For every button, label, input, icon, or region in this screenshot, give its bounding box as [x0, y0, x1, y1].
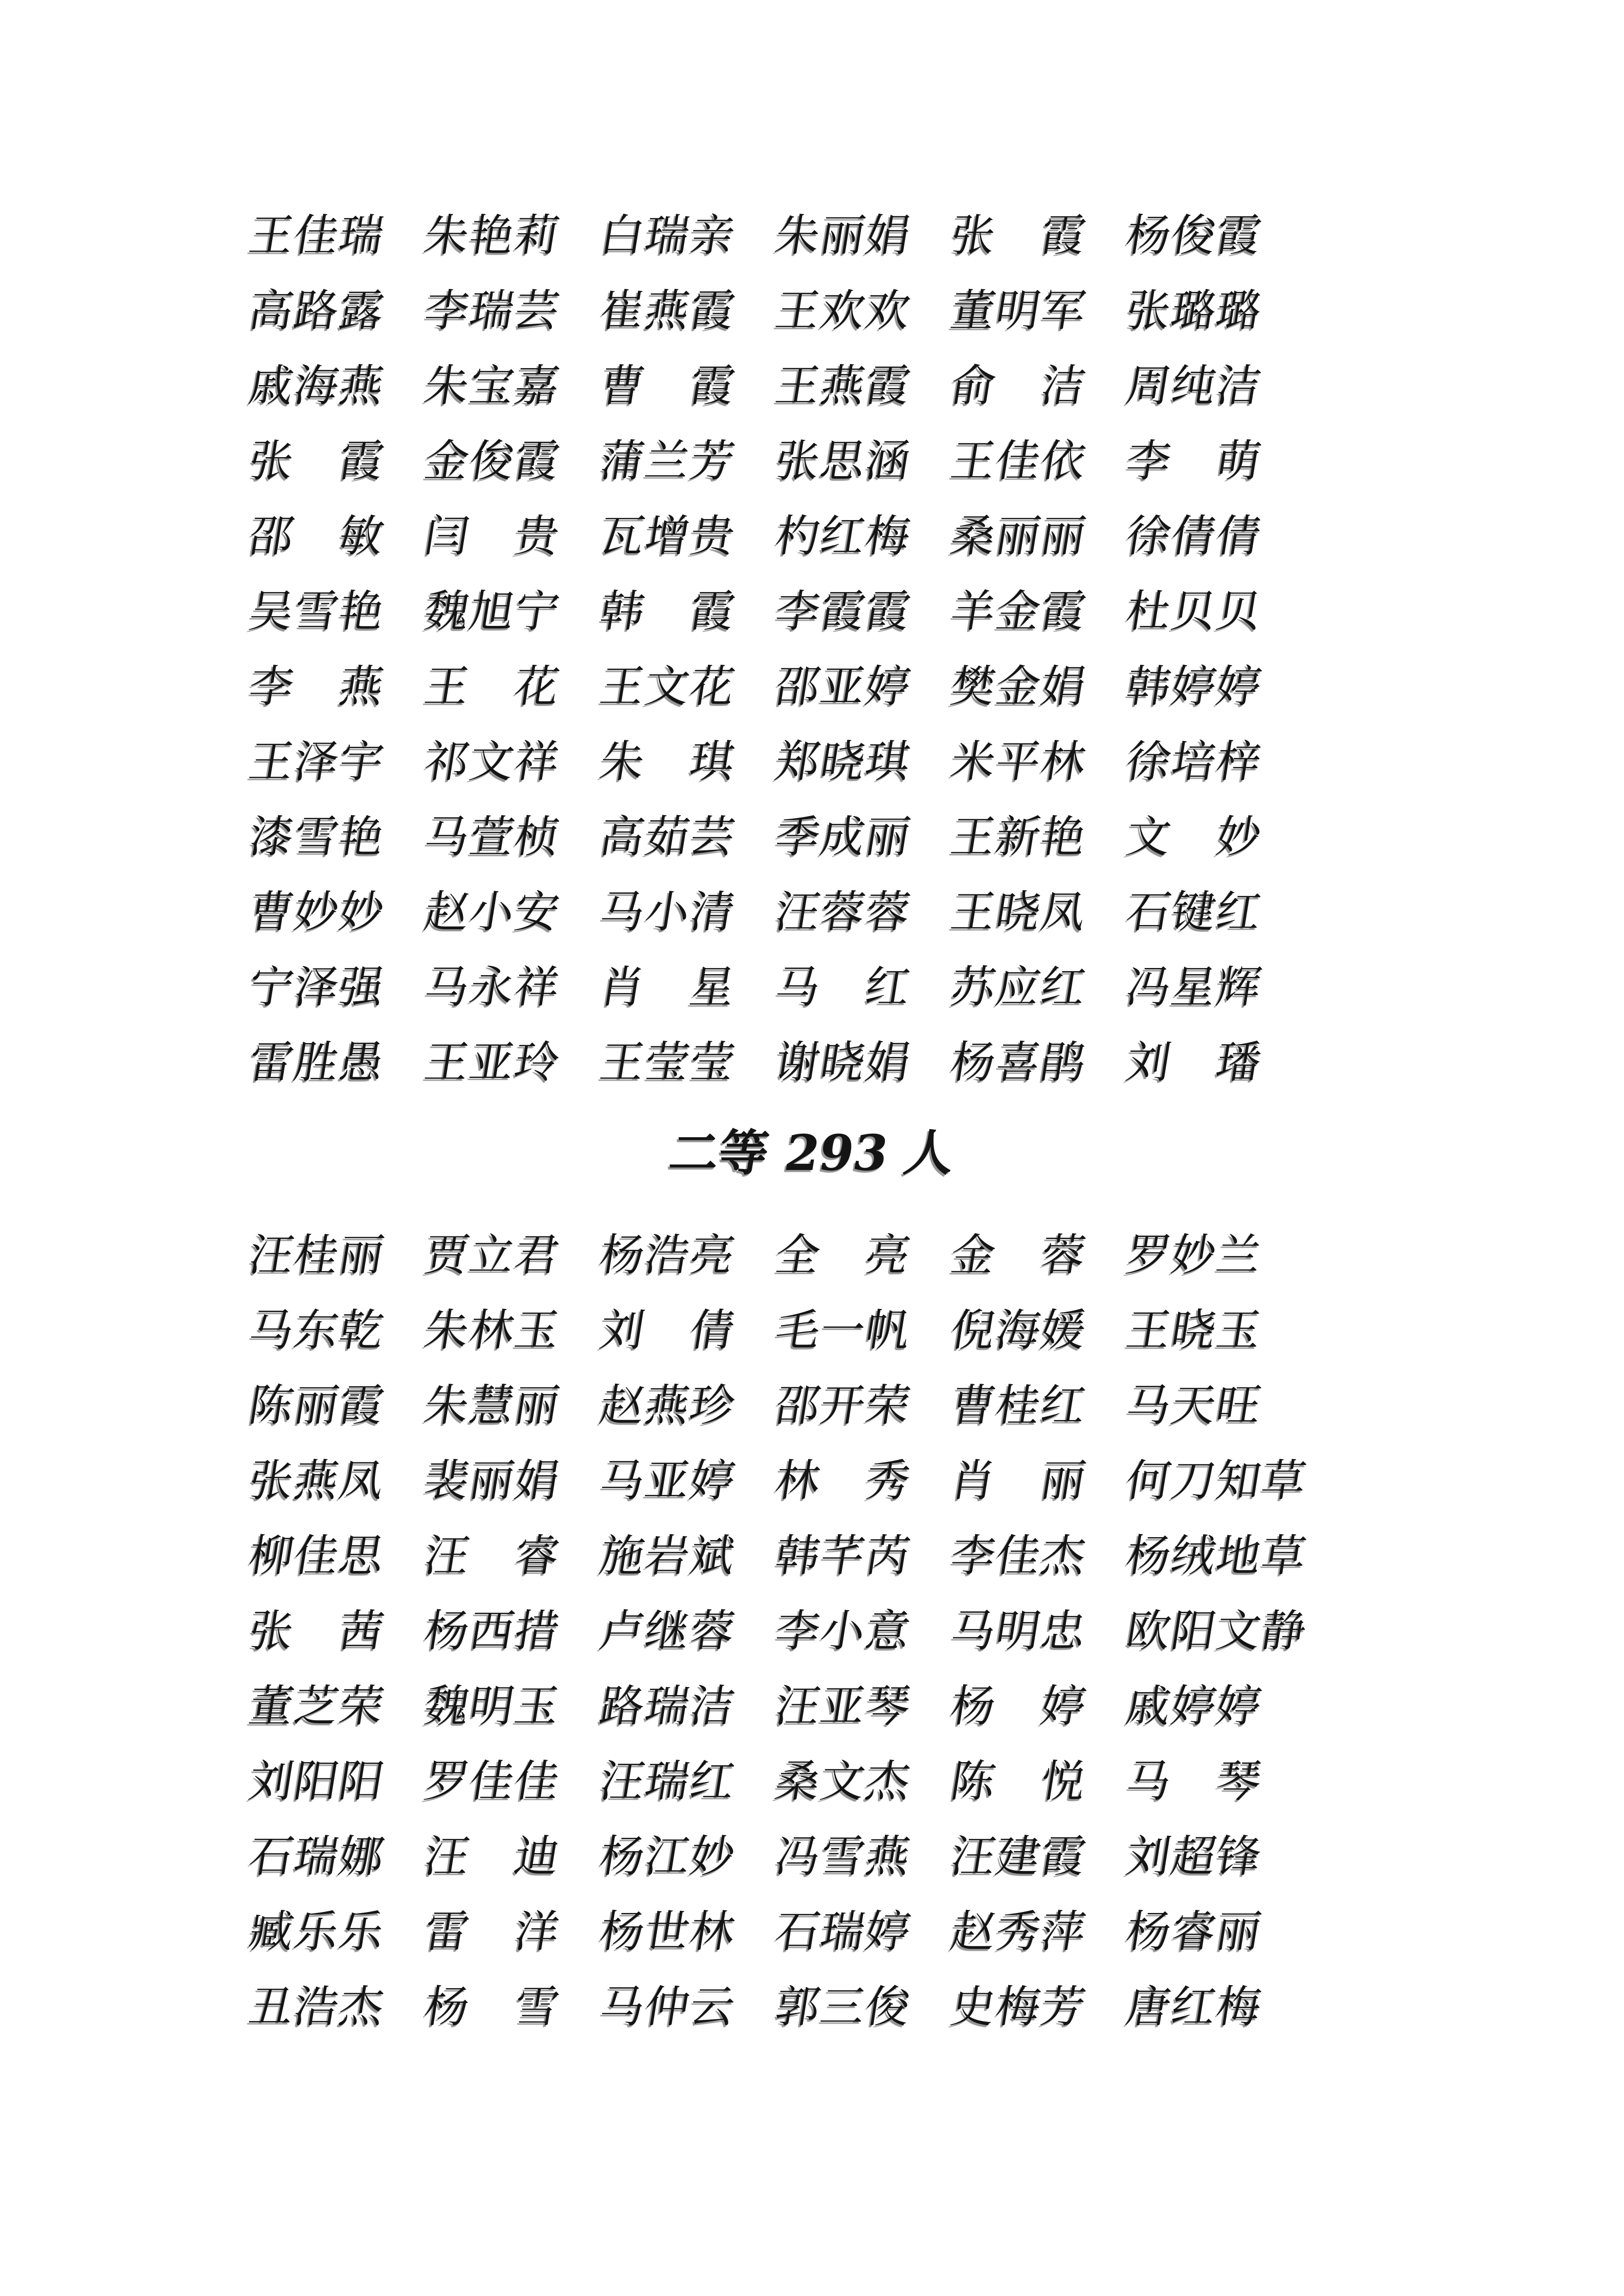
- person-name: 王佳瑞: [245, 210, 389, 261]
- person-name: 闫 贵: [420, 511, 564, 562]
- person-name: 周纯洁: [1122, 361, 1266, 412]
- person-name: 朱宝嘉: [420, 361, 564, 412]
- person-name: 韩 霞: [596, 586, 740, 637]
- person-name: 王燕霞: [771, 361, 915, 412]
- person-name: 杨 雪: [420, 1982, 564, 2033]
- person-name: 李瑞芸: [420, 285, 564, 336]
- person-name: 王亚玲: [420, 1037, 564, 1088]
- person-name: 李小意: [771, 1606, 915, 1657]
- person-name: 杨江妙: [596, 1831, 740, 1882]
- person-name: 樊金娟: [947, 661, 1091, 712]
- person-name: 魏明玉: [420, 1681, 564, 1732]
- person-name: 文 妙: [1122, 812, 1266, 863]
- name-row: [243, 274, 1471, 349]
- person-name: 郭三俊: [771, 1982, 915, 2033]
- person-name: 刘阳阳: [245, 1756, 389, 1807]
- name-row: [243, 649, 1471, 725]
- person-name: 高路露: [245, 285, 389, 336]
- name-row: [243, 574, 1471, 649]
- person-name: 王文花: [596, 661, 740, 712]
- person-name: 王佳依: [947, 436, 1091, 487]
- person-name: 赵小安: [420, 887, 564, 938]
- person-name: 汪蓉蓉: [771, 887, 915, 938]
- person-name: 李 萌: [1122, 436, 1266, 487]
- name-row: [243, 1444, 1471, 1519]
- person-name: 陈丽霞: [245, 1380, 389, 1431]
- person-name: 杓红梅: [771, 511, 915, 562]
- person-name: 桑丽丽: [947, 511, 1091, 562]
- person-name: 董明军: [947, 285, 1091, 336]
- name-row: [243, 1368, 1471, 1444]
- person-name: 王 花: [420, 661, 564, 712]
- person-name: 刘超锋: [1122, 1831, 1266, 1882]
- person-name: 米平林: [947, 736, 1091, 787]
- person-name: 李霞霞: [771, 586, 915, 637]
- person-name: 施岩斌: [596, 1530, 740, 1582]
- person-name: 汪 睿: [420, 1530, 564, 1582]
- person-name: 史梅芳: [947, 1982, 1091, 2033]
- second-class-heading: 二等 293 人: [665, 1124, 959, 1182]
- person-name: 魏旭宁: [420, 586, 564, 637]
- person-name: 徐倩倩: [1122, 511, 1266, 562]
- person-name: 何刀知草: [1122, 1455, 1311, 1506]
- person-name: 唐红梅: [1122, 1982, 1266, 2033]
- person-name: 郑晓琪: [771, 736, 915, 787]
- person-name: 李佳杰: [947, 1530, 1091, 1582]
- person-name: 杨睿丽: [1122, 1906, 1266, 1957]
- person-name: 宁泽强: [245, 962, 389, 1013]
- person-name: 曹 霞: [596, 361, 740, 412]
- person-name: 苏应红: [947, 962, 1091, 1013]
- person-name: 汪桂丽: [245, 1230, 389, 1281]
- person-name: 俞 洁: [947, 361, 1091, 412]
- person-name: 邵开荣: [771, 1380, 915, 1431]
- person-name: 戚海燕: [245, 361, 389, 412]
- person-name: 张燕凤: [245, 1455, 389, 1506]
- person-name: 冯雪燕: [771, 1831, 915, 1882]
- name-row: [243, 1025, 1471, 1100]
- person-name: 朱丽娟: [771, 210, 915, 261]
- person-name: 马东乾: [245, 1305, 389, 1356]
- person-name: 丑浩杰: [245, 1982, 389, 2033]
- person-name: 石瑞娜: [245, 1831, 389, 1882]
- person-name: 金俊霞: [420, 436, 564, 487]
- person-name: 王莹莹: [596, 1037, 740, 1088]
- person-name: 马萱桢: [420, 812, 564, 863]
- person-name: 汪建霞: [947, 1831, 1091, 1882]
- person-name: 韩婷婷: [1122, 661, 1266, 712]
- person-name: 张璐璐: [1122, 285, 1266, 336]
- person-name: 羊金霞: [947, 586, 1091, 637]
- name-row: [243, 424, 1471, 499]
- person-name: 朱 琪: [596, 736, 740, 787]
- name-row: [243, 1519, 1471, 1594]
- name-row: [243, 1218, 1471, 1293]
- person-name: 张思涵: [771, 436, 915, 487]
- person-name: 石瑞婷: [771, 1906, 915, 1957]
- person-name: 曹桂红: [947, 1380, 1091, 1431]
- person-name: 金 蓉: [947, 1230, 1091, 1281]
- second-class-name-list: [243, 1218, 1471, 2045]
- person-name: 杨西措: [420, 1606, 564, 1657]
- person-name: 王新艳: [947, 812, 1091, 863]
- person-name: 戚婷婷: [1122, 1681, 1266, 1732]
- name-row: [243, 1744, 1471, 1819]
- person-name: 蒲兰芳: [596, 436, 740, 487]
- name-row: [243, 725, 1471, 800]
- person-name: 朱艳莉: [420, 210, 564, 261]
- person-name: 石键红: [1122, 887, 1266, 938]
- name-row: [243, 1293, 1471, 1368]
- person-name: 朱林玉: [420, 1305, 564, 1356]
- person-name: 高茹芸: [596, 812, 740, 863]
- person-name: 赵秀萍: [947, 1906, 1091, 1957]
- person-name: 季成丽: [771, 812, 915, 863]
- person-name: 汪瑞红: [596, 1756, 740, 1807]
- person-name: 吴雪艳: [245, 586, 389, 637]
- person-name: 贾立君: [420, 1230, 564, 1281]
- person-name: 崔燕霞: [596, 285, 740, 336]
- name-row: [243, 1895, 1471, 1970]
- person-name: 杨绒地草: [1122, 1530, 1311, 1582]
- person-name: 刘 璠: [1122, 1037, 1266, 1088]
- person-name: 白瑞亲: [596, 210, 740, 261]
- person-name: 马永祥: [420, 962, 564, 1013]
- person-name: 张 茜: [245, 1606, 389, 1657]
- person-name: 杨俊霞: [1122, 210, 1266, 261]
- person-name: 瓦增贵: [596, 511, 740, 562]
- person-name: 谢晓娟: [771, 1037, 915, 1088]
- person-name: 王晓凤: [947, 887, 1091, 938]
- person-name: 马明忠: [947, 1606, 1091, 1657]
- person-name: 祁文祥: [420, 736, 564, 787]
- person-name: 杨浩亮: [596, 1230, 740, 1281]
- person-name: 汪 迪: [420, 1831, 564, 1882]
- person-name: 冯星辉: [1122, 962, 1266, 1013]
- name-row: [243, 198, 1471, 274]
- person-name: 路瑞洁: [596, 1681, 740, 1732]
- person-name: 柳佳思: [245, 1530, 389, 1582]
- person-name: 罗妙兰: [1122, 1230, 1266, 1281]
- person-name: 陈 悦: [947, 1756, 1091, 1807]
- person-name: 王泽宇: [245, 736, 389, 787]
- person-name: 肖 星: [596, 962, 740, 1013]
- person-name: 马小清: [596, 887, 740, 938]
- person-name: 董芝荣: [245, 1681, 389, 1732]
- person-name: 裴丽娟: [420, 1455, 564, 1506]
- person-name: 王晓玉: [1122, 1305, 1266, 1356]
- person-name: 杨喜鹃: [947, 1037, 1091, 1088]
- name-row: [243, 950, 1471, 1025]
- person-name: 刘 倩: [596, 1305, 740, 1356]
- person-name: 邵亚婷: [771, 661, 915, 712]
- person-name: 倪海媛: [947, 1305, 1091, 1356]
- person-name: 全 亮: [771, 1230, 915, 1281]
- person-name: 曹妙妙: [245, 887, 389, 938]
- person-name: 汪亚琴: [771, 1681, 915, 1732]
- person-name: 马仲云: [596, 1982, 740, 2033]
- person-name: 李 燕: [245, 661, 389, 712]
- person-name: 马 琴: [1122, 1756, 1266, 1807]
- person-name: 马天旺: [1122, 1380, 1266, 1431]
- person-name: 张 霞: [245, 436, 389, 487]
- person-name: 雷 洋: [420, 1906, 564, 1957]
- person-name: 肖 丽: [947, 1455, 1091, 1506]
- person-name: 张 霞: [947, 210, 1091, 261]
- first-class-name-list: [243, 198, 1471, 1100]
- person-name: 赵燕珍: [596, 1380, 740, 1431]
- name-row: [243, 1819, 1471, 1895]
- person-name: 林 秀: [771, 1455, 915, 1506]
- person-name: 马 红: [771, 962, 915, 1013]
- person-name: 邵 敏: [245, 511, 389, 562]
- person-name: 漆雪艳: [245, 812, 389, 863]
- person-name: 王欢欢: [771, 285, 915, 336]
- person-name: 臧乐乐: [245, 1906, 389, 1957]
- name-row: [243, 499, 1471, 574]
- name-list-content: [243, 198, 1471, 2045]
- person-name: 欧阳文静: [1122, 1606, 1311, 1657]
- person-name: 毛一帆: [771, 1305, 915, 1356]
- name-row: [243, 800, 1471, 875]
- person-name: 杜贝贝: [1122, 586, 1266, 637]
- person-name: 马亚婷: [596, 1455, 740, 1506]
- person-name: 韩芊芮: [771, 1530, 915, 1582]
- person-name: 雷胜愚: [245, 1037, 389, 1088]
- person-name: 罗佳佳: [420, 1756, 564, 1807]
- name-row: [243, 349, 1471, 424]
- person-name: 桑文杰: [771, 1756, 915, 1807]
- person-name: 卢继蓉: [596, 1606, 740, 1657]
- name-row: [243, 1970, 1471, 2045]
- name-row: [243, 1669, 1471, 1744]
- name-row: [243, 1594, 1471, 1669]
- name-row: [243, 875, 1471, 950]
- person-name: 朱慧丽: [420, 1380, 564, 1431]
- person-name: 徐培梓: [1122, 736, 1266, 787]
- person-name: 杨世林: [596, 1906, 740, 1957]
- person-name: 杨 婷: [947, 1681, 1091, 1732]
